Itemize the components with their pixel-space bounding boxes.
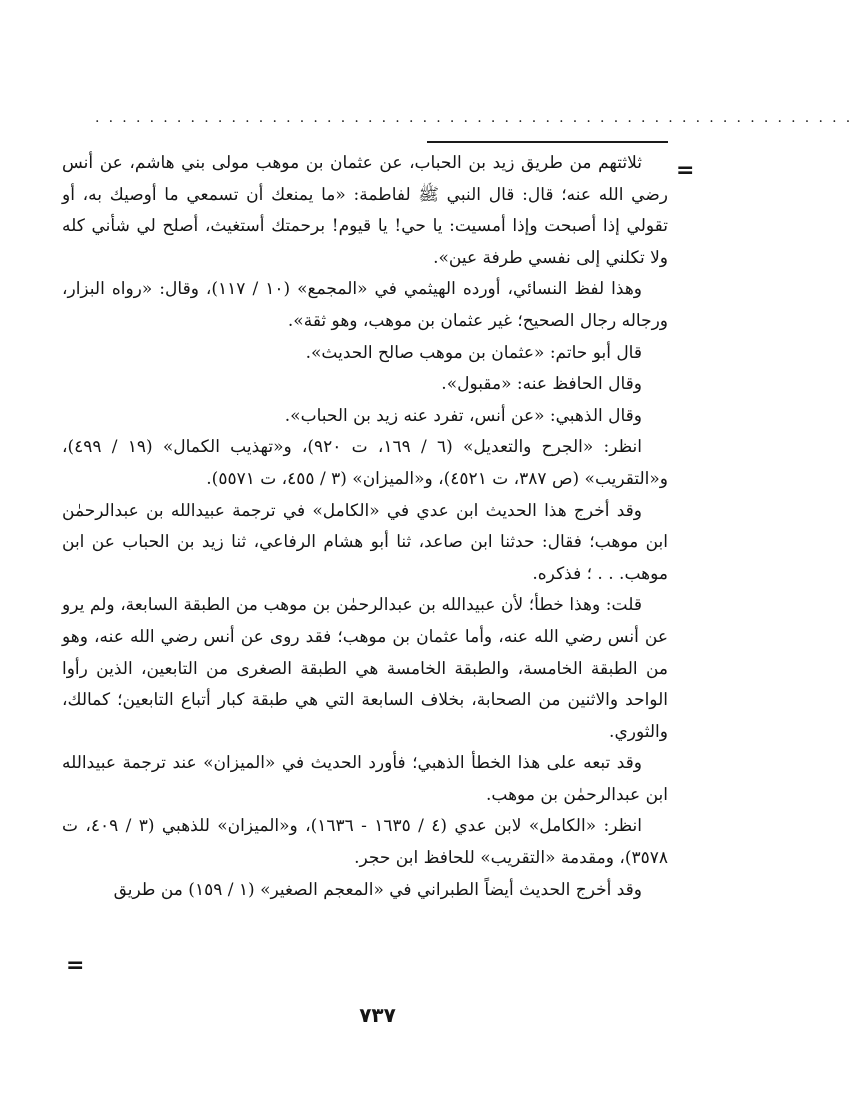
paragraph-hafiz: وقال الحافظ عنه: «مقبول».	[441, 374, 642, 395]
paragraph-ibn-adi: وقد أخرج هذا الحديث ابن عدي في «الكامل» في ترجمة عبيدالله بن عبدالرحمٰن ابن موهب؛ فقال: حدثنا ابن صاعد، ثنا أبو هشام الرفاعي، ثنا زيد بن الحباب عن ابن موهب. . . ؛ فذكره.	[62, 500, 668, 584]
footnote-body	[62, 148, 668, 906]
paragraph-hadith-text: ثلاثتهم من طريق زيد بن الحباب، عن عثمان بن موهب مولى بني هاشم، عن أنس رضي الله عنه؛ قال: قال النبي ﷺ لفاطمة: «ما يمنعك أن تسمعي ما أوصيك به، أو تقولي إذا أصبحت وإذا أمسيت: يا حي! يا قيوم! برحمتك أستغيث، أصلح لي شأني كله ولا تكلني إلى نفسي طرفة عين».	[62, 153, 668, 268]
header-dotted-line: ........................................................	[95, 110, 859, 126]
continuation-mark-top: =	[676, 158, 695, 183]
paragraph-dhahabi: وقال الذهبي: «عن أنس، تفرد عنه زيد بن الحباب».	[284, 405, 642, 426]
paragraph-nasai-reference: وهذا لفظ النسائي، أورده الهيثمي في «المجمع» (١٠ / ١١٧)، وقال: «رواه البزار، ورجاله رجال الصحيح؛ غير عثمان بن موهب، وهو ثقة».	[62, 279, 668, 331]
continuation-mark-bottom: =	[66, 953, 85, 978]
page-number: ٧٣٧	[359, 1003, 396, 1027]
paragraph-commentary: قلت: وهذا خطأ؛ لأن عبيدالله بن عبدالرحمٰن بن موهب من الطبقة السابعة، ولم يرو عن أنس رضي الله عنه، وأما عثمان بن موهب؛ فقد روى عن أنس رضي الله عنه، وهو من الطبقة الخامسة، والطبقة الخامسة هي الطبقة الصغرى من التابعين، الذين رأوا الواحد والاثنين من الصحابة، بخلاف السابعة التي هي طبقة كبار أتباع التابعين؛ كمالك، والثوري.	[62, 595, 668, 742]
paragraph-references-1: انظر: «الجرح والتعديل» (٦ / ١٦٩، ت ٩٢٠)، و«تهذيب الكمال» (١٩ / ٤٩٩)، و«التقريب» (ص ٣٨٧، ت ٤٥٢١)، و«الميزان» (٣ / ٤٥٥، ت ٥٥٧١).	[62, 437, 668, 489]
footnote-separator-rule	[427, 141, 668, 143]
paragraph-references-2: انظر: «الكامل» لابن عدي (٤ / ١٦٣٥ - ١٦٣٦)، و«الميزان» للذهبي (٣ / ٤٠٩، ت ٣٥٧٨)، ومقدمة «التقريب» للحافظ ابن حجر.	[62, 816, 668, 869]
paragraph-abu-hatim: قال أبو حاتم: «عثمان بن موهب صالح الحديث».	[305, 342, 642, 363]
paragraph-tabarani: وقد أخرج الحديث أيضاً الطبراني في «المعجم الصغير» (١ / ١٥٩) من طريق	[113, 879, 642, 900]
paragraph-dhahabi-error: وقد تبعه على هذا الخطأ الذهبي؛ فأورد الحديث في «الميزان» عند ترجمة عبيدالله ابن عبدالرحمٰن بن موهب.	[62, 753, 668, 805]
